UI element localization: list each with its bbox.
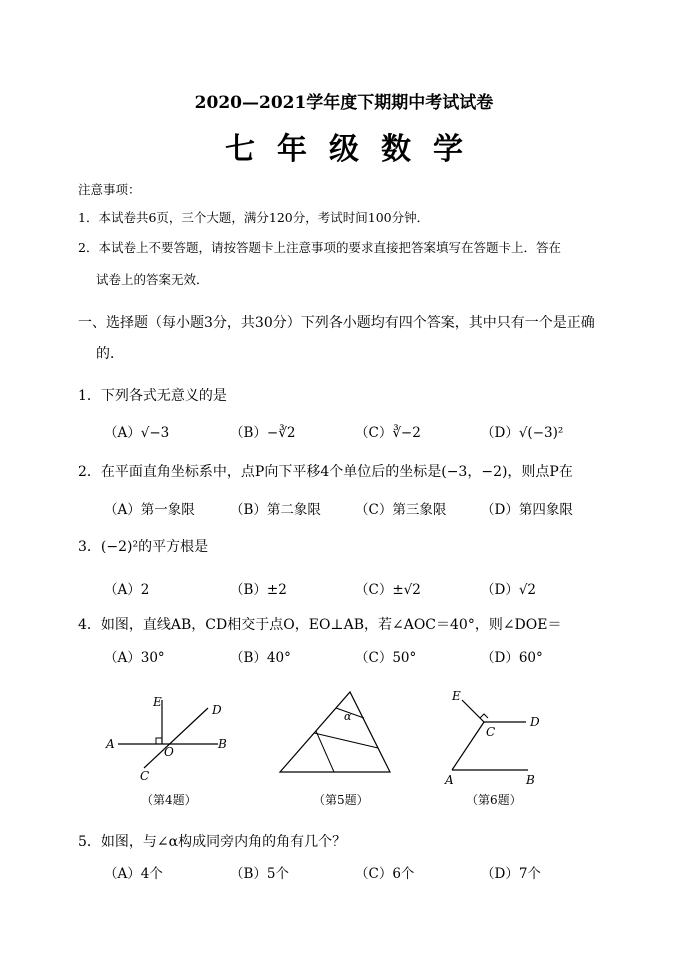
q1-option-b: （B）−∛2 bbox=[230, 425, 296, 441]
note-2-line-1: 2．本试卷上不要答题，请按答题卡上注意事项的要求直接把答案填写在答题卡上．答在 bbox=[78, 240, 561, 255]
q3-option-c: （C）±√2 bbox=[355, 582, 421, 598]
q5-option-a: （A）4个 bbox=[104, 866, 163, 882]
q2-option-b: （B）第二象限 bbox=[230, 502, 321, 518]
q1-option-c: （C）∛−2 bbox=[355, 425, 421, 441]
section-1-line-1: 一、选择题（每小题3分，共30分）下列各小题均有四个答案，其中只有一个是正确 bbox=[78, 315, 595, 331]
label-d: D bbox=[212, 703, 222, 717]
figure-4-diagram bbox=[100, 688, 240, 788]
exam-title: 2020—2021学年度下期期中考试试卷 bbox=[194, 93, 494, 113]
figure-5-caption: （第5题） bbox=[313, 793, 369, 807]
q5-option-c: （C）6个 bbox=[355, 866, 415, 882]
segment-2 bbox=[314, 733, 378, 748]
figure-4-caption: （第4题） bbox=[141, 793, 197, 807]
note-1: 1．本试卷共6页，三个大题，满分120分，考试时间100分钟． bbox=[78, 210, 430, 225]
segment-ca bbox=[452, 722, 484, 770]
q2-option-a: （A）第一象限 bbox=[104, 502, 195, 518]
question-4-stem: 4．如图，直线AB，CD相交于点O，EO⊥AB，若∠AOC＝40°，则∠DOE＝ bbox=[78, 617, 562, 633]
line-cd bbox=[144, 708, 208, 768]
note-2-line-2: 试卷上的答案无效． bbox=[96, 272, 209, 287]
section-1-line-2: 的． bbox=[96, 346, 124, 362]
label-a: A bbox=[106, 737, 115, 751]
q3-option-b: （B）±2 bbox=[230, 582, 287, 598]
question-1-stem: 1．下列各式无意义的是 bbox=[78, 388, 227, 404]
exam-subject: 七年级数学 bbox=[225, 132, 485, 167]
label-o: O bbox=[164, 745, 174, 759]
notes-heading: 注意事项： bbox=[78, 182, 141, 197]
label-e: E bbox=[452, 689, 461, 703]
label-b: B bbox=[218, 737, 227, 751]
question-3-stem: 3．(−2)²的平方根是 bbox=[78, 539, 209, 555]
q4-option-c: （C）50° bbox=[355, 650, 417, 666]
q2-option-c: （C）第三象限 bbox=[355, 502, 447, 518]
label-c: C bbox=[140, 769, 150, 783]
label-alpha: α bbox=[344, 710, 352, 723]
segment-ec bbox=[462, 700, 484, 722]
q5-option-d: （D）7个 bbox=[481, 866, 541, 882]
q4-option-b: （B）40° bbox=[230, 650, 291, 666]
q3-option-a: （A）2 bbox=[104, 582, 150, 598]
question-2-stem: 2．在平面直角坐标系中，点P向下平移4个单位后的坐标是(−3，−2)，则点P在 bbox=[78, 464, 573, 480]
figure-5-diagram bbox=[278, 688, 396, 778]
triangle bbox=[280, 692, 390, 772]
figure-6-caption: （第6题） bbox=[466, 793, 522, 807]
label-c: C bbox=[486, 725, 496, 739]
right-angle-mark bbox=[480, 714, 488, 718]
q4-option-d: （D）60° bbox=[481, 650, 543, 666]
right-angle-mark bbox=[156, 738, 162, 744]
q5-option-b: （B）5个 bbox=[230, 866, 290, 882]
q1-option-d: （D）√(−3)² bbox=[481, 425, 564, 441]
label-a: A bbox=[445, 773, 454, 786]
label-e: E bbox=[153, 695, 162, 709]
q3-option-d: （D）√2 bbox=[481, 582, 537, 598]
q4-option-a: （A）30° bbox=[104, 650, 165, 666]
label-b: B bbox=[526, 773, 535, 786]
q2-option-d: （D）第四象限 bbox=[481, 502, 573, 518]
label-d: D bbox=[530, 715, 540, 729]
question-5-stem: 5．如图，与∠α构成同旁内角的角有几个？ bbox=[78, 834, 347, 850]
q1-option-a: （A）√−3 bbox=[104, 425, 170, 441]
figure-6-diagram bbox=[440, 686, 552, 786]
